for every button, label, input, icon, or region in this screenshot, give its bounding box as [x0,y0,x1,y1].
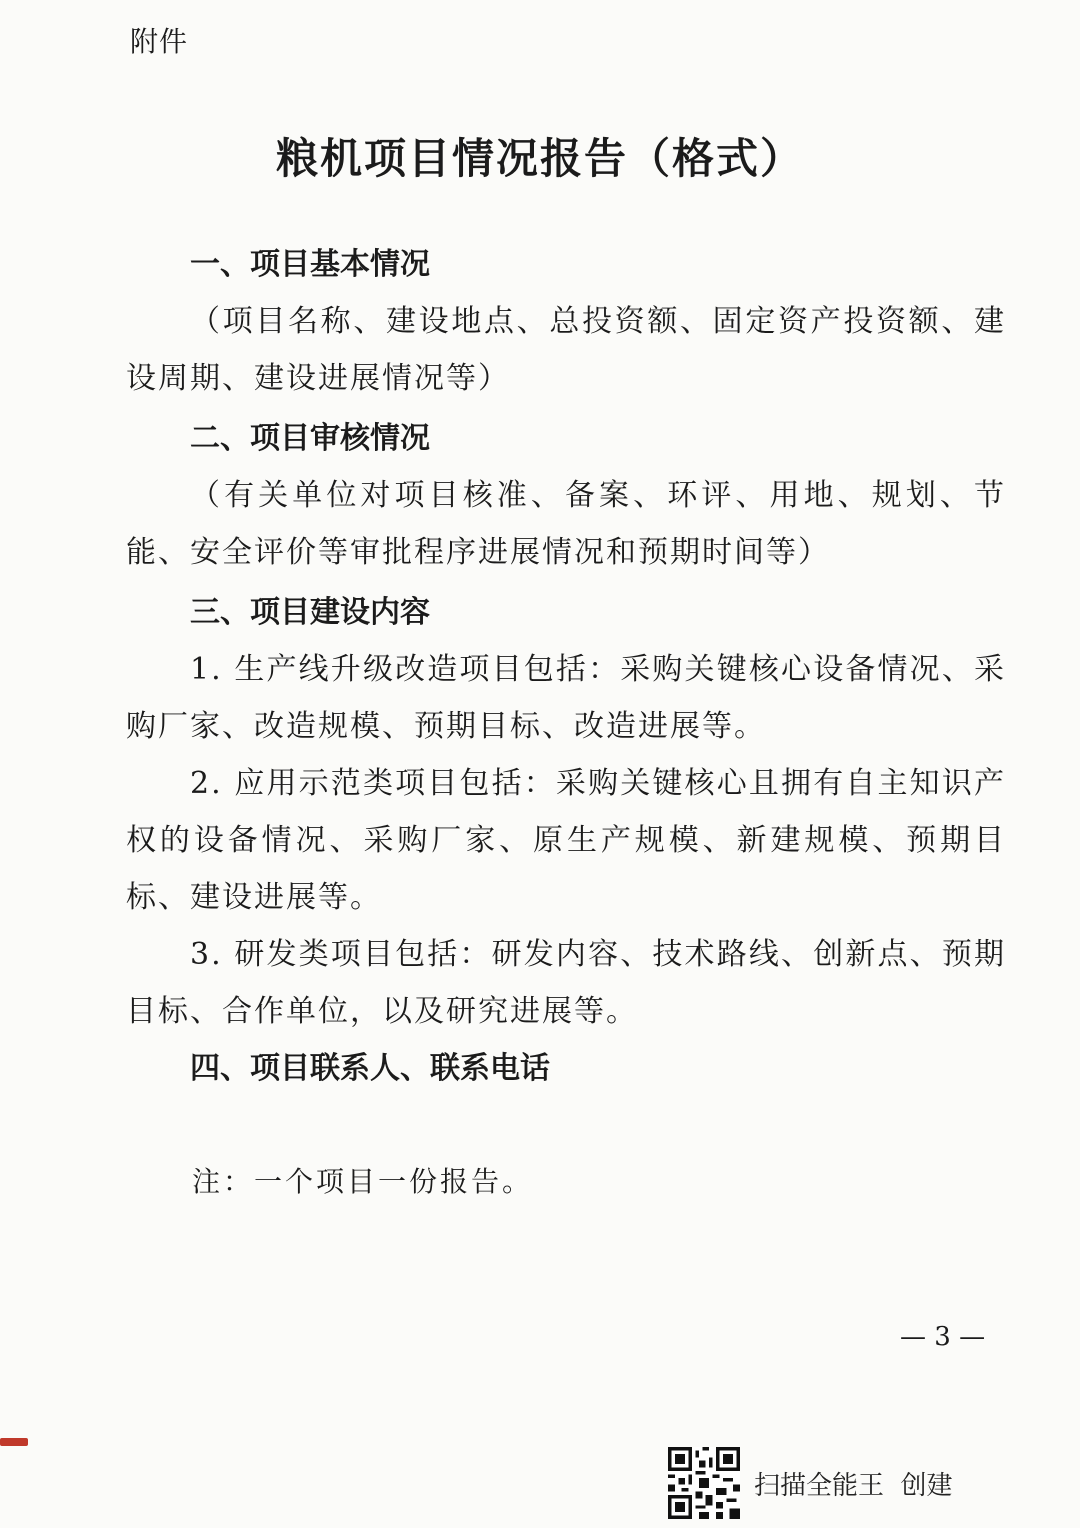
qr-code-icon [668,1447,740,1519]
document-title: 粮机项目情况报告（格式） [275,134,804,183]
section-heading: 三、项目建设内容 [190,595,430,630]
section-paragraph: （项目名称、建设地点、总投资额、固定资产投资额、建设周期、建设进展情况等） [126,304,1006,396]
section-paragraph: 3. 研发类项目包括：研发内容、技术路线、创新点、预期目标、合作单位，以及研究进展等。 [126,937,1006,1029]
attachment-label: 附件 [130,25,189,58]
note-text: 注：一个项目一份报告。 [192,1165,534,1198]
section-heading: 二、项目审核情况 [190,421,430,456]
section-heading: 四、项目联系人、联系电话 [190,1051,550,1086]
section-3 [126,584,1006,1040]
section-paragraph: （有关单位对项目核准、备案、环评、用地、规划、节能、安全评价等审批程序进展情况和预期时间等） [126,478,1006,570]
red-edge-mark [0,1438,28,1446]
section-1 [126,236,1006,407]
section-4 [126,1040,1006,1097]
page-number: — 3 — [900,1322,986,1352]
scanner-watermark [668,1446,953,1520]
section-paragraph: 2. 应用示范类项目包括：采购关键核心且拥有自主知识产权的设备情况、采购厂家、原生产规模、新建规模、预期目标、建设进展等。 [126,766,1006,915]
watermark-text: 扫描全能王 创建 [754,1470,953,1501]
section-2 [126,410,1006,581]
section-heading: 一、项目基本情况 [190,247,430,282]
section-paragraph: 1. 生产线升级改造项目包括：采购关键核心设备情况、采购厂家、改造规模、预期目标、改造进展等。 [126,652,1006,744]
